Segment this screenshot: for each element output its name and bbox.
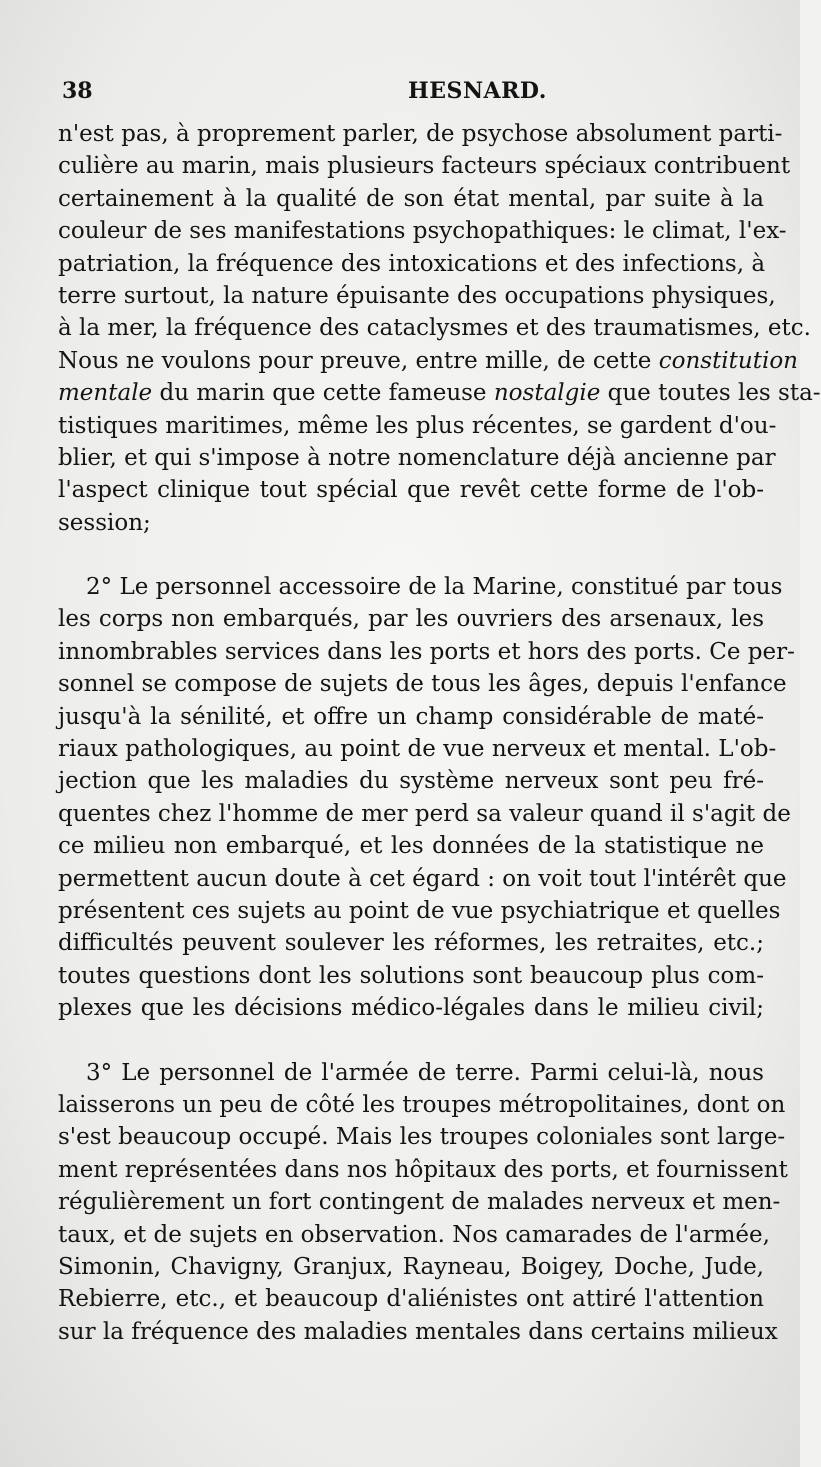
text-line: laisserons un peu de côté les troupes métropolitaines, dont on bbox=[58, 1091, 786, 1118]
text-line: innombrables services dans les ports et hors des ports. Ce per- bbox=[58, 638, 795, 665]
body-text bbox=[58, 118, 821, 1348]
text-line: patriation, la fréquence des intoxications et des infections, à bbox=[58, 250, 766, 277]
page-header bbox=[58, 78, 760, 110]
text-line: session; bbox=[58, 509, 151, 536]
italic-term: nostalgie bbox=[493, 380, 601, 407]
page-number: 38 bbox=[62, 78, 93, 104]
text-line: 3° Le personnel de l'armée de terre. Parmi celui-là, nous bbox=[86, 1059, 764, 1086]
paragraph-gap bbox=[58, 539, 764, 571]
text-line: n'est pas, à proprement parler, de psychose absolument parti- bbox=[58, 121, 783, 147]
text-line: 2° Le personnel accessoire de la Marine, constitué par tous bbox=[86, 574, 783, 601]
text-line: blier, et qui s'impose à notre nomenclature déjà ancienne par bbox=[58, 444, 776, 471]
text-line: Simonin, Chavigny, Granjux, Rayneau, Boigey, Doche, Jude, bbox=[58, 1253, 764, 1280]
text-line: Rebierre, etc., et beaucoup d'aliénistes ont attiré l'attention bbox=[58, 1286, 764, 1313]
running-head: HESNARD. bbox=[408, 78, 547, 104]
text-line: culière au marin, mais plusieurs facteurs spéciaux contribuent bbox=[58, 153, 791, 180]
italic-term: mentale bbox=[58, 380, 153, 407]
text-run: du marin que cette fameuse bbox=[152, 380, 494, 407]
text-line bbox=[58, 377, 821, 409]
text-line: taux, et de sujets en observation. Nos camarades de l'armée, bbox=[58, 1221, 770, 1248]
text-line: sur la fréquence des maladies mentales dans certains milieux bbox=[58, 1318, 778, 1345]
paragraph-3 bbox=[58, 1057, 788, 1349]
text-line: difficultés peuvent soulever les réformes, les retraites, etc.; bbox=[58, 930, 764, 957]
paragraph-2 bbox=[58, 571, 795, 1024]
text-line: quentes chez l'homme de mer perd sa valeur quand il s'agit de bbox=[58, 800, 791, 827]
text-run: que toutes les sta- bbox=[600, 380, 821, 407]
text-line: ce milieu non embarqué, et les données de la statistique ne bbox=[58, 833, 764, 860]
text-line: toutes questions dont les solutions sont beaucoup plus com- bbox=[58, 962, 764, 989]
text-line: à la mer, la fréquence des cataclysmes et des traumatismes, etc. bbox=[58, 315, 811, 342]
text-line: tistiques maritimes, même les plus récentes, se gardent d'ou- bbox=[58, 412, 777, 439]
text-line: régulièrement un fort contingent de malades nerveux et men- bbox=[58, 1189, 781, 1216]
text-line: jusqu'à la sénilité, et offre un champ considérable de maté- bbox=[58, 703, 764, 730]
text-line: les corps non embarqués, par les ouvriers des arsenaux, les bbox=[58, 606, 764, 633]
text-line: riaux pathologiques, au point de vue nerveux et mental. L'ob- bbox=[58, 736, 777, 763]
paragraph-gap bbox=[58, 1025, 764, 1057]
text-line: s'est beaucoup occupé. Mais les troupes coloniales sont large- bbox=[58, 1124, 786, 1151]
paragraph-1 bbox=[58, 118, 821, 539]
text-line: plexes que les décisions médico-légales dans le milieu civil; bbox=[58, 995, 764, 1022]
text-line bbox=[58, 345, 798, 377]
text-line: ment représentées dans nos hôpitaux des ports, et fournissent bbox=[58, 1156, 788, 1183]
text-line: terre surtout, la nature épuisante des occupations physiques, bbox=[58, 282, 776, 309]
text-line: permettent aucun doute à cet égard : on voit tout l'intérêt que bbox=[58, 865, 787, 892]
text-run: Nous ne voulons pour preuve, entre mille, de cette bbox=[58, 347, 659, 374]
text-line: jection que les maladies du système nerveux sont peu fré- bbox=[58, 768, 764, 795]
text-line: sonnel se compose de sujets de tous les âges, depuis l'enfance bbox=[58, 671, 787, 698]
text-line: couleur de ses manifestations psychopathiques: le climat, l'ex- bbox=[58, 218, 787, 245]
text-line: certainement à la qualité de son état mental, par suite à la bbox=[58, 185, 764, 212]
text-line: présentent ces sujets au point de vue psychiatrique et quelles bbox=[58, 897, 781, 924]
text-line: l'aspect clinique tout spécial que revêt cette forme de l'ob- bbox=[58, 477, 764, 504]
italic-term: constitution bbox=[658, 347, 798, 374]
